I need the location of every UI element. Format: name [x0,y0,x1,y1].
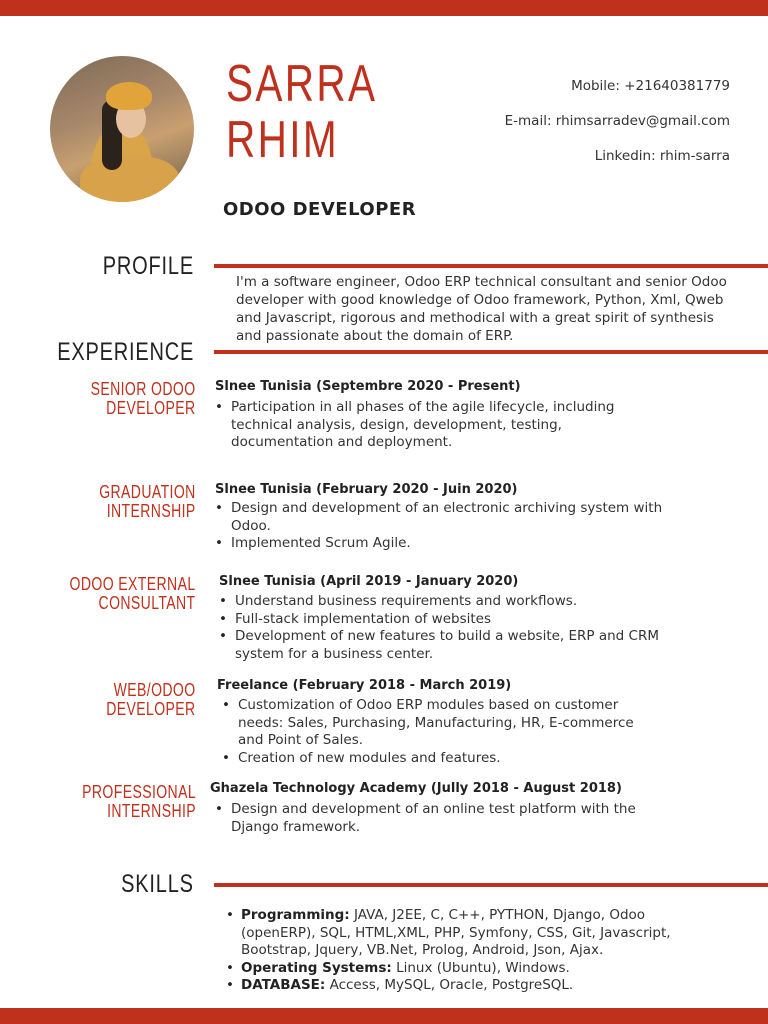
skill-label: Programming: [241,907,350,923]
job-company: Slnee Tunisia (April 2019 - January 2020) [219,574,519,589]
job-bullets [215,801,665,836]
job-label: SENIOR ODOO DEVELOPER [91,379,196,418]
list-item: • Understand business requirements and workflows. [219,593,669,611]
list-item: • Participation in all phases of the agile lifecycle, including technical analysis, design, development, testing, documentation and deployment. [215,399,665,452]
top-accent-bar [0,0,768,16]
profile-text: I'm a software engineer, Odoo ERP technical consultant and senior Odoo developer with good knowledge of Odoo framework, Python, Xml, Qweb and Javascript, rigorous and methodical with a great spirit of synthesis and passionate about the domain of ERP. [236,274,727,344]
job-company: Slnee Tunisia (February 2020 - Juin 2020) [215,482,518,497]
list-item [226,977,676,995]
list-item: • Customization of Odoo ERP modules based on customer needs: Sales, Purchasing, Manufacturing, HR, E-commerce and Point of Sales. [222,697,642,750]
job-company: Slnee Tunisia (Septembre 2020 - Present) [215,379,521,394]
skills-list [226,907,676,995]
contact-mobile: Mobile: +21640381779 [571,78,730,94]
skill-value: Access, MySQL, Oracle, PostgreSQL. [325,977,574,994]
first-name: SARRA [226,55,378,113]
job-bullets [222,697,642,767]
profile-heading: PROFILE [102,252,194,280]
job-bullets [215,500,665,553]
bottom-accent-bar [0,1008,768,1024]
job-label: WEB/ODOO DEVELOPER [106,680,196,719]
list-item: • Creation of new modules and features. [222,750,642,768]
candidate-name [226,56,377,168]
list-item [226,907,676,960]
experience-rule [214,350,768,354]
profile-photo [50,56,194,202]
list-item [226,960,676,978]
list-item: • Design and development of an electronic archiving system with Odoo. [215,500,665,535]
job-label: PROFESSIONAL INTERNSHIP [82,782,196,821]
job-company: Freelance (February 2018 - March 2019) [217,678,512,693]
list-item: • Design and development of an online test platform with the Django framework. [215,801,665,836]
contact-linkedin: Linkedin: rhim-sarra [594,148,730,164]
skills-heading: SKILLS [121,870,194,898]
experience-heading: EXPERIENCE [57,338,194,366]
skill-label: Operating Systems: [241,959,392,976]
job-title: ODOO DEVELOPER [223,199,417,220]
list-item: • Development of new features to build a website, ERP and CRM system for a business center. [219,628,669,663]
contact-email: E-mail: rhimsarradev@gmail.com [504,113,730,129]
skill-label: DATABASE: [241,977,326,994]
contact-block [505,78,730,183]
list-item: • Full-stack implementation of websites [219,611,669,629]
skills-rule [214,883,768,887]
skill-value: JAVA, J2EE, C, C++, PYTHON, Django, Odoo (openERP), SQL, HTML,XML, PHP, Symfony, CSS, Git, Javascript, Bootstrap, Jquery, VB.Net, Prolog, Android, Json, Ajax. [241,907,671,959]
skill-value: Linux (Ubuntu), Windows. [391,959,570,976]
job-bullets [219,593,669,663]
job-label: GRADUATION INTERNSHIP [99,482,196,521]
list-item: • Implemented Scrum Agile. [215,535,665,553]
job-bullets [215,399,665,452]
profile-rule [214,264,768,268]
job-company: Ghazela Technology Academy (Jully 2018 - August 2018) [210,781,622,796]
last-name: RHIM [226,111,340,169]
job-label: ODOO EXTERNAL CONSULTANT [70,574,196,613]
